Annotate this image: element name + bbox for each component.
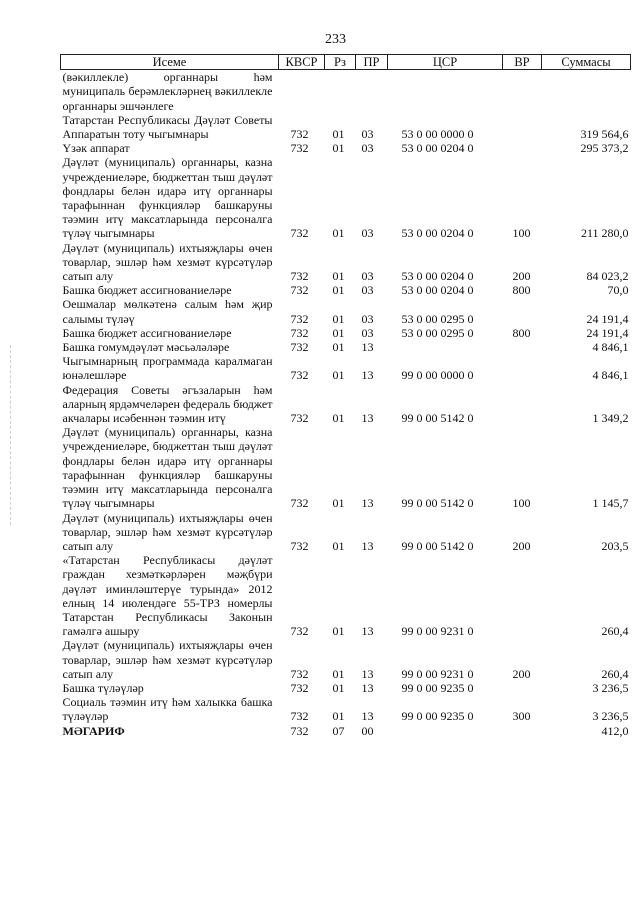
cell-rz: 01 [332, 368, 345, 383]
cell-rz: 07 [332, 723, 345, 738]
cell-kvsr: 732 [290, 709, 309, 724]
cell-rz: 01 [332, 496, 345, 511]
cell-kvsr: 732 [290, 680, 309, 695]
cell-kvsr: 732 [290, 141, 309, 156]
table-body [61, 70, 631, 738]
cell-name: Оешмалар мөлкәтенә салым һәм җир салымы түләү [62, 297, 273, 326]
cell-rz: 01 [332, 340, 345, 355]
cell-csr: 53 0 00 0000 0 [401, 127, 474, 142]
cell-sum: 260,4 [601, 666, 629, 681]
table-row [61, 724, 631, 738]
cell-sum: 1 145,7 [592, 496, 629, 511]
cell-pr: 00 [361, 723, 374, 738]
cell-pr: 13 [361, 709, 374, 724]
cell-csr [388, 724, 503, 738]
cell-kvsr: 732 [290, 723, 309, 738]
table-row [61, 340, 631, 354]
cell-pr: 13 [361, 496, 374, 511]
table-row [61, 70, 631, 113]
table-row [61, 326, 631, 340]
cell-csr: 99 0 00 9235 0 [401, 680, 474, 695]
header-sum: Суммасы [542, 55, 631, 70]
cell-vr [503, 141, 542, 155]
cell-csr: 53 0 00 0204 0 [401, 226, 474, 241]
cell-name: Социаль тәэмин итү һәм халыкка башка түләүләр [62, 695, 273, 724]
cell-kvsr: 732 [290, 538, 309, 553]
cell-kvsr: 732 [290, 226, 309, 241]
cell-csr: 53 0 00 0295 0 [401, 311, 474, 326]
cell-kvsr: 732 [290, 624, 309, 639]
cell-sum: 295 373,2 [580, 141, 629, 156]
cell-name: Татарстан Республикасы Дәүләт Советы Аппаратын тоту чыгымнары [62, 112, 273, 142]
table-row [61, 297, 631, 325]
cell-csr: 53 0 00 0295 0 [401, 325, 474, 340]
header-kvsr: КВСР [279, 55, 325, 70]
cell-vr: 100 [512, 496, 531, 511]
table-row [61, 425, 631, 510]
header-pr: ПР [356, 55, 388, 70]
cell-csr: 99 0 00 5142 0 [401, 538, 474, 553]
cell-pr: 13 [361, 340, 374, 355]
cell-pr: 03 [361, 226, 374, 241]
cell-pr: 13 [361, 368, 374, 383]
cell-vr: 800 [512, 325, 531, 340]
table-row [61, 141, 631, 155]
cell-vr [503, 70, 542, 113]
cell-kvsr: 732 [290, 127, 309, 142]
cell-csr [388, 70, 503, 113]
cell-name: Башка бюджет ассигнованиеләре [62, 325, 232, 340]
scan-artifact [10, 345, 12, 525]
cell-rz: 01 [332, 680, 345, 695]
cell-sum: 4 846,1 [592, 340, 629, 355]
table-row [61, 113, 631, 141]
cell-csr: 99 0 00 9231 0 [401, 624, 474, 639]
cell-pr: 03 [361, 269, 374, 284]
cell-kvsr [279, 70, 325, 113]
cell-csr: 99 0 00 0000 0 [401, 368, 474, 383]
header-row [61, 55, 631, 70]
cell-csr: 99 0 00 9235 0 [401, 709, 474, 724]
header-csr: ЦСР [388, 55, 503, 70]
cell-vr [503, 113, 542, 141]
cell-name: (вәкиллекле) органнары һәм муниципаль берәмлекләрнең вәкиллекле органнары эшчәнлеге [62, 70, 273, 113]
cell-sum: 211 280,0 [580, 226, 629, 241]
cell-name: Дәүләт (муниципаль) ихтыяҗлары өчен товарлар, эшләр һәм хезмәт күрсәтүләр сатып алу [62, 510, 273, 553]
cell-sum: 319 564,6 [580, 127, 629, 142]
cell-rz: 01 [332, 666, 345, 681]
table-row [61, 283, 631, 297]
cell-name: Федерация Советы әгъзаларын һәм аларның ярдәмчеләрен федераль бюджет акчалары исәбеннән тәэмин итү [62, 382, 273, 426]
page-number: 233 [325, 32, 346, 47]
cell-vr: 800 [512, 283, 531, 298]
cell-name: Башка бюджет ассигнованиеләре [62, 283, 232, 298]
cell-sum: 84 023,2 [586, 269, 629, 284]
cell-pr: 03 [361, 325, 374, 340]
table-row [61, 241, 631, 284]
table-row [61, 155, 631, 240]
cell-csr: 53 0 00 0204 0 [401, 283, 474, 298]
cell-vr [503, 724, 542, 738]
cell-kvsr: 732 [290, 496, 309, 511]
cell-rz: 01 [332, 226, 345, 241]
cell-vr: 200 [512, 269, 531, 284]
table-row [61, 553, 631, 638]
cell-kvsr: 732 [290, 666, 309, 681]
cell-pr: 13 [361, 538, 374, 553]
table-row [61, 638, 631, 681]
cell-pr: 03 [361, 283, 374, 298]
cell-rz: 01 [332, 624, 345, 639]
cell-rz [325, 70, 356, 113]
cell-name: Башка гомумдәүләт мәсьәләләре [62, 340, 230, 355]
cell-kvsr: 732 [290, 368, 309, 383]
cell-sum: 1 349,2 [592, 411, 629, 426]
cell-vr: 300 [512, 709, 531, 724]
cell-sum: 3 236,5 [592, 709, 629, 724]
cell-kvsr: 732 [290, 311, 309, 326]
cell-csr: 99 0 00 9231 0 [401, 666, 474, 681]
cell-vr [503, 297, 542, 325]
cell-csr: 53 0 00 0204 0 [401, 141, 474, 156]
cell-pr: 03 [361, 311, 374, 326]
cell-name: МӘГАРИФ [62, 723, 125, 738]
cell-kvsr: 732 [290, 283, 309, 298]
cell-pr: 13 [361, 624, 374, 639]
cell-csr: 53 0 00 0204 0 [401, 269, 474, 284]
cell-sum [542, 70, 631, 113]
cell-vr: 200 [512, 666, 531, 681]
cell-sum: 24 191,4 [586, 311, 629, 326]
cell-kvsr: 732 [290, 411, 309, 426]
cell-sum: 4 846,1 [592, 368, 629, 383]
cell-name: Дәүләт (муниципаль) органнары, казна учреждениеләре, бюджеттан тыш дәүләт фондлары белән идарә итү органнары тарафыннан функцияләр башкаруны тәэмин итү максатларында персоналга түләү чыгымнары [62, 155, 273, 241]
cell-sum: 24 191,4 [586, 325, 629, 340]
cell-vr [503, 553, 542, 638]
cell-kvsr: 732 [290, 325, 309, 340]
header-name: Исеме [61, 55, 279, 70]
cell-sum: 70,0 [607, 283, 629, 298]
cell-rz: 01 [332, 709, 345, 724]
cell-name: Чыгымнарның программада каралмаган юнәлешләре [62, 354, 273, 383]
table-row [61, 695, 631, 723]
cell-vr [503, 681, 542, 695]
cell-vr: 100 [512, 226, 531, 241]
cell-vr [503, 340, 542, 354]
cell-name: Дәүләт (муниципаль) органнары, казна учреждениеләре, бюджеттан тыш дәүләт фондлары белән идарә итү органнары тарафыннан функцияләр башкаруны тәэмин итү максатларында персоналга түләү чыгымнары [62, 425, 273, 511]
cell-pr: 13 [361, 411, 374, 426]
cell-kvsr: 732 [290, 340, 309, 355]
cell-name: Дәүләт (муниципаль) ихтыяҗлары өчен товарлар, эшләр һәм хезмәт күрсәтүләр сатып алу [62, 638, 273, 681]
cell-pr [356, 70, 388, 113]
cell-sum: 3 236,5 [592, 680, 629, 695]
cell-rz: 01 [332, 269, 345, 284]
table-header [61, 55, 631, 70]
cell-name: Үзәк аппарат [62, 141, 130, 156]
table-row [61, 354, 631, 382]
cell-pr: 13 [361, 666, 374, 681]
cell-rz: 01 [332, 283, 345, 298]
cell-sum: 203,5 [601, 538, 629, 553]
cell-vr [503, 354, 542, 382]
cell-rz: 01 [332, 127, 345, 142]
cell-rz: 01 [332, 538, 345, 553]
cell-rz: 01 [332, 141, 345, 156]
cell-pr: 03 [361, 141, 374, 156]
cell-sum: 260,4 [601, 624, 629, 639]
cell-sum: 412,0 [601, 723, 629, 738]
budget-table [60, 54, 631, 738]
cell-name: «Татарстан Республикасы дәүләт граждан хезмәткәрләрен мәҗбүри дәүләт иминләштерүе турында» 2012 елның 14 июлендәге 55-ТРЗ номерлы Татарстан Республикасы Законын гамәлгә ашыру [62, 553, 273, 639]
header-rz: Рз [325, 55, 356, 70]
cell-csr [388, 340, 503, 354]
table-row [61, 681, 631, 695]
cell-pr: 03 [361, 127, 374, 142]
cell-name: Дәүләт (муниципаль) ихтыяҗлары өчен товарлар, эшләр һәм хезмәт күрсәтүләр сатып алу [62, 240, 273, 284]
cell-kvsr: 732 [290, 269, 309, 284]
cell-vr: 200 [512, 538, 531, 553]
cell-rz: 01 [332, 325, 345, 340]
table-row [61, 383, 631, 426]
cell-vr [503, 383, 542, 426]
cell-rz: 01 [332, 311, 345, 326]
cell-pr: 13 [361, 680, 374, 695]
cell-csr: 99 0 00 5142 0 [401, 411, 474, 426]
cell-rz: 01 [332, 411, 345, 426]
table-row [61, 511, 631, 554]
header-vr: ВР [503, 55, 542, 70]
cell-name: Башка түләүләр [62, 680, 144, 695]
cell-csr: 99 0 00 5142 0 [401, 496, 474, 511]
